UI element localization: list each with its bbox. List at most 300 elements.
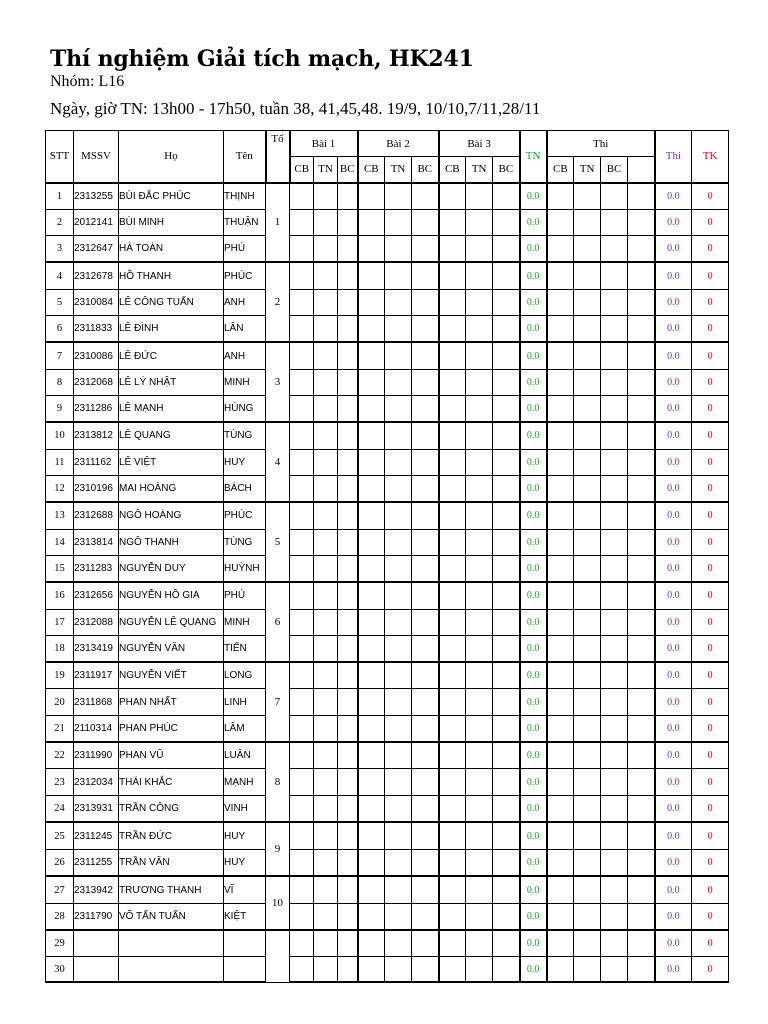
thi-extra-cell[interactable] (628, 903, 655, 930)
bai1-tn-cell[interactable] (314, 236, 338, 263)
thi-tn-cell[interactable] (574, 822, 601, 849)
bai2-bc-cell[interactable] (412, 742, 439, 769)
thi-cb-cell[interactable] (547, 662, 574, 689)
bai3-bc-cell[interactable] (493, 369, 520, 396)
bai2-tn-cell[interactable] (385, 502, 412, 529)
bai3-bc-cell[interactable] (493, 529, 520, 556)
bai2-tn-cell[interactable] (385, 930, 412, 956)
bai1-bc-cell[interactable] (338, 689, 358, 716)
bai3-cb-cell[interactable] (439, 582, 466, 609)
thi-bc-cell[interactable] (601, 930, 628, 956)
bai3-cb-cell[interactable] (439, 502, 466, 529)
thi-cb-cell[interactable] (547, 849, 574, 876)
bai2-tn-cell[interactable] (385, 183, 412, 210)
bai1-cb-cell[interactable] (290, 956, 314, 982)
bai3-cb-cell[interactable] (439, 716, 466, 743)
thi-extra-cell[interactable] (628, 502, 655, 529)
bai2-cb-cell[interactable] (358, 662, 385, 689)
bai2-bc-cell[interactable] (412, 609, 439, 636)
bai1-tn-cell[interactable] (314, 342, 338, 369)
thi-bc-cell[interactable] (601, 289, 628, 316)
bai2-bc-cell[interactable] (412, 556, 439, 583)
thi-cb-cell[interactable] (547, 822, 574, 849)
thi-bc-cell[interactable] (601, 556, 628, 583)
bai1-cb-cell[interactable] (290, 369, 314, 396)
bai1-cb-cell[interactable] (290, 689, 314, 716)
bai1-tn-cell[interactable] (314, 316, 338, 343)
thi-cb-cell[interactable] (547, 262, 574, 289)
thi-cb-cell[interactable] (547, 636, 574, 663)
bai2-bc-cell[interactable] (412, 316, 439, 343)
bai2-bc-cell[interactable] (412, 716, 439, 743)
bai3-bc-cell[interactable] (493, 262, 520, 289)
bai3-tn-cell[interactable] (466, 556, 493, 583)
bai1-tn-cell[interactable] (314, 396, 338, 423)
bai1-tn-cell[interactable] (314, 716, 338, 743)
thi-extra-cell[interactable] (628, 662, 655, 689)
bai3-bc-cell[interactable] (493, 769, 520, 796)
bai3-tn-cell[interactable] (466, 236, 493, 263)
thi-tn-cell[interactable] (574, 849, 601, 876)
bai2-tn-cell[interactable] (385, 849, 412, 876)
bai2-tn-cell[interactable] (385, 903, 412, 930)
bai2-bc-cell[interactable] (412, 876, 439, 903)
bai3-tn-cell[interactable] (466, 316, 493, 343)
bai3-bc-cell[interactable] (493, 342, 520, 369)
bai2-cb-cell[interactable] (358, 769, 385, 796)
bai2-tn-cell[interactable] (385, 716, 412, 743)
thi-tn-cell[interactable] (574, 662, 601, 689)
bai2-cb-cell[interactable] (358, 956, 385, 982)
bai2-tn-cell[interactable] (385, 236, 412, 263)
bai2-tn-cell[interactable] (385, 449, 412, 476)
thi-cb-cell[interactable] (547, 956, 574, 982)
bai3-cb-cell[interactable] (439, 636, 466, 663)
bai1-tn-cell[interactable] (314, 422, 338, 449)
bai1-cb-cell[interactable] (290, 769, 314, 796)
bai1-tn-cell[interactable] (314, 556, 338, 583)
bai3-cb-cell[interactable] (439, 796, 466, 823)
bai1-cb-cell[interactable] (290, 849, 314, 876)
bai2-bc-cell[interactable] (412, 476, 439, 503)
thi-tn-cell[interactable] (574, 236, 601, 263)
bai1-tn-cell[interactable] (314, 289, 338, 316)
bai3-bc-cell[interactable] (493, 316, 520, 343)
bai3-tn-cell[interactable] (466, 369, 493, 396)
bai2-tn-cell[interactable] (385, 342, 412, 369)
thi-extra-cell[interactable] (628, 769, 655, 796)
bai2-tn-cell[interactable] (385, 396, 412, 423)
bai1-bc-cell[interactable] (338, 876, 358, 903)
bai3-cb-cell[interactable] (439, 930, 466, 956)
thi-tn-cell[interactable] (574, 476, 601, 503)
thi-tn-cell[interactable] (574, 342, 601, 369)
thi-tn-cell[interactable] (574, 316, 601, 343)
bai2-tn-cell[interactable] (385, 369, 412, 396)
thi-extra-cell[interactable] (628, 636, 655, 663)
bai2-tn-cell[interactable] (385, 556, 412, 583)
bai2-bc-cell[interactable] (412, 636, 439, 663)
bai3-tn-cell[interactable] (466, 529, 493, 556)
thi-cb-cell[interactable] (547, 476, 574, 503)
thi-cb-cell[interactable] (547, 236, 574, 263)
bai1-cb-cell[interactable] (290, 662, 314, 689)
bai1-bc-cell[interactable] (338, 556, 358, 583)
bai2-tn-cell[interactable] (385, 689, 412, 716)
bai2-bc-cell[interactable] (412, 262, 439, 289)
thi-bc-cell[interactable] (601, 449, 628, 476)
bai1-cb-cell[interactable] (290, 342, 314, 369)
bai1-tn-cell[interactable] (314, 956, 338, 982)
thi-cb-cell[interactable] (547, 556, 574, 583)
bai3-tn-cell[interactable] (466, 422, 493, 449)
bai2-cb-cell[interactable] (358, 422, 385, 449)
bai1-cb-cell[interactable] (290, 529, 314, 556)
thi-tn-cell[interactable] (574, 422, 601, 449)
bai3-tn-cell[interactable] (466, 930, 493, 956)
bai3-bc-cell[interactable] (493, 183, 520, 210)
bai2-cb-cell[interactable] (358, 183, 385, 210)
bai2-bc-cell[interactable] (412, 369, 439, 396)
bai2-tn-cell[interactable] (385, 769, 412, 796)
bai2-tn-cell[interactable] (385, 582, 412, 609)
thi-extra-cell[interactable] (628, 609, 655, 636)
bai2-cb-cell[interactable] (358, 742, 385, 769)
bai3-tn-cell[interactable] (466, 502, 493, 529)
thi-tn-cell[interactable] (574, 262, 601, 289)
bai3-cb-cell[interactable] (439, 183, 466, 210)
bai1-bc-cell[interactable] (338, 342, 358, 369)
thi-extra-cell[interactable] (628, 236, 655, 263)
bai3-bc-cell[interactable] (493, 556, 520, 583)
bai2-bc-cell[interactable] (412, 662, 439, 689)
bai1-bc-cell[interactable] (338, 396, 358, 423)
thi-tn-cell[interactable] (574, 582, 601, 609)
bai3-bc-cell[interactable] (493, 689, 520, 716)
bai1-bc-cell[interactable] (338, 236, 358, 263)
bai2-tn-cell[interactable] (385, 209, 412, 236)
bai3-tn-cell[interactable] (466, 636, 493, 663)
bai2-tn-cell[interactable] (385, 529, 412, 556)
thi-bc-cell[interactable] (601, 662, 628, 689)
thi-bc-cell[interactable] (601, 742, 628, 769)
bai2-bc-cell[interactable] (412, 342, 439, 369)
thi-extra-cell[interactable] (628, 316, 655, 343)
thi-cb-cell[interactable] (547, 876, 574, 903)
thi-tn-cell[interactable] (574, 689, 601, 716)
bai3-cb-cell[interactable] (439, 903, 466, 930)
bai1-tn-cell[interactable] (314, 689, 338, 716)
bai1-bc-cell[interactable] (338, 716, 358, 743)
thi-cb-cell[interactable] (547, 183, 574, 210)
bai1-tn-cell[interactable] (314, 502, 338, 529)
bai3-cb-cell[interactable] (439, 476, 466, 503)
bai1-bc-cell[interactable] (338, 930, 358, 956)
bai1-cb-cell[interactable] (290, 742, 314, 769)
thi-bc-cell[interactable] (601, 422, 628, 449)
bai3-bc-cell[interactable] (493, 636, 520, 663)
thi-extra-cell[interactable] (628, 183, 655, 210)
bai2-cb-cell[interactable] (358, 209, 385, 236)
thi-bc-cell[interactable] (601, 903, 628, 930)
bai2-bc-cell[interactable] (412, 903, 439, 930)
bai2-bc-cell[interactable] (412, 236, 439, 263)
bai2-cb-cell[interactable] (358, 449, 385, 476)
thi-extra-cell[interactable] (628, 369, 655, 396)
thi-cb-cell[interactable] (547, 609, 574, 636)
bai1-bc-cell[interactable] (338, 476, 358, 503)
bai1-cb-cell[interactable] (290, 289, 314, 316)
thi-bc-cell[interactable] (601, 689, 628, 716)
bai2-cb-cell[interactable] (358, 369, 385, 396)
thi-extra-cell[interactable] (628, 342, 655, 369)
bai1-tn-cell[interactable] (314, 369, 338, 396)
bai1-cb-cell[interactable] (290, 903, 314, 930)
bai1-tn-cell[interactable] (314, 822, 338, 849)
bai3-cb-cell[interactable] (439, 742, 466, 769)
bai3-cb-cell[interactable] (439, 529, 466, 556)
bai1-bc-cell[interactable] (338, 796, 358, 823)
thi-bc-cell[interactable] (601, 396, 628, 423)
bai3-bc-cell[interactable] (493, 236, 520, 263)
thi-bc-cell[interactable] (601, 502, 628, 529)
bai1-cb-cell[interactable] (290, 636, 314, 663)
bai1-cb-cell[interactable] (290, 449, 314, 476)
bai1-bc-cell[interactable] (338, 502, 358, 529)
bai2-cb-cell[interactable] (358, 689, 385, 716)
bai3-bc-cell[interactable] (493, 476, 520, 503)
bai3-tn-cell[interactable] (466, 582, 493, 609)
bai3-tn-cell[interactable] (466, 689, 493, 716)
bai1-bc-cell[interactable] (338, 209, 358, 236)
bai3-tn-cell[interactable] (466, 476, 493, 503)
bai1-tn-cell[interactable] (314, 849, 338, 876)
bai2-cb-cell[interactable] (358, 849, 385, 876)
bai1-bc-cell[interactable] (338, 769, 358, 796)
bai2-cb-cell[interactable] (358, 529, 385, 556)
thi-bc-cell[interactable] (601, 369, 628, 396)
bai2-tn-cell[interactable] (385, 796, 412, 823)
thi-cb-cell[interactable] (547, 289, 574, 316)
thi-tn-cell[interactable] (574, 396, 601, 423)
thi-tn-cell[interactable] (574, 742, 601, 769)
bai3-bc-cell[interactable] (493, 209, 520, 236)
bai3-cb-cell[interactable] (439, 369, 466, 396)
bai2-cb-cell[interactable] (358, 396, 385, 423)
thi-cb-cell[interactable] (547, 582, 574, 609)
bai3-tn-cell[interactable] (466, 609, 493, 636)
bai3-cb-cell[interactable] (439, 262, 466, 289)
thi-tn-cell[interactable] (574, 609, 601, 636)
bai1-bc-cell[interactable] (338, 289, 358, 316)
thi-extra-cell[interactable] (628, 689, 655, 716)
bai2-bc-cell[interactable] (412, 209, 439, 236)
bai1-cb-cell[interactable] (290, 236, 314, 263)
bai2-bc-cell[interactable] (412, 689, 439, 716)
bai3-cb-cell[interactable] (439, 236, 466, 263)
bai1-tn-cell[interactable] (314, 582, 338, 609)
bai2-tn-cell[interactable] (385, 956, 412, 982)
bai1-tn-cell[interactable] (314, 903, 338, 930)
thi-tn-cell[interactable] (574, 956, 601, 982)
bai3-tn-cell[interactable] (466, 742, 493, 769)
thi-cb-cell[interactable] (547, 529, 574, 556)
thi-tn-cell[interactable] (574, 796, 601, 823)
bai3-bc-cell[interactable] (493, 903, 520, 930)
bai2-bc-cell[interactable] (412, 422, 439, 449)
bai2-cb-cell[interactable] (358, 582, 385, 609)
bai1-cb-cell[interactable] (290, 609, 314, 636)
bai2-cb-cell[interactable] (358, 636, 385, 663)
bai1-tn-cell[interactable] (314, 796, 338, 823)
bai2-cb-cell[interactable] (358, 342, 385, 369)
thi-extra-cell[interactable] (628, 956, 655, 982)
thi-extra-cell[interactable] (628, 476, 655, 503)
thi-cb-cell[interactable] (547, 716, 574, 743)
bai3-tn-cell[interactable] (466, 769, 493, 796)
bai1-bc-cell[interactable] (338, 582, 358, 609)
bai2-tn-cell[interactable] (385, 422, 412, 449)
thi-tn-cell[interactable] (574, 636, 601, 663)
bai1-tn-cell[interactable] (314, 262, 338, 289)
thi-bc-cell[interactable] (601, 236, 628, 263)
bai1-bc-cell[interactable] (338, 262, 358, 289)
thi-cb-cell[interactable] (547, 903, 574, 930)
bai3-tn-cell[interactable] (466, 822, 493, 849)
bai3-tn-cell[interactable] (466, 262, 493, 289)
bai2-tn-cell[interactable] (385, 636, 412, 663)
bai3-cb-cell[interactable] (439, 316, 466, 343)
bai1-tn-cell[interactable] (314, 529, 338, 556)
thi-tn-cell[interactable] (574, 209, 601, 236)
bai3-cb-cell[interactable] (439, 209, 466, 236)
bai2-tn-cell[interactable] (385, 742, 412, 769)
bai3-bc-cell[interactable] (493, 849, 520, 876)
thi-cb-cell[interactable] (547, 796, 574, 823)
bai3-bc-cell[interactable] (493, 449, 520, 476)
thi-extra-cell[interactable] (628, 556, 655, 583)
thi-bc-cell[interactable] (601, 796, 628, 823)
bai1-tn-cell[interactable] (314, 742, 338, 769)
bai3-bc-cell[interactable] (493, 742, 520, 769)
bai3-cb-cell[interactable] (439, 396, 466, 423)
thi-bc-cell[interactable] (601, 582, 628, 609)
bai1-cb-cell[interactable] (290, 183, 314, 210)
bai3-cb-cell[interactable] (439, 289, 466, 316)
bai3-tn-cell[interactable] (466, 449, 493, 476)
bai1-bc-cell[interactable] (338, 636, 358, 663)
thi-bc-cell[interactable] (601, 849, 628, 876)
bai1-bc-cell[interactable] (338, 316, 358, 343)
bai1-tn-cell[interactable] (314, 662, 338, 689)
bai3-tn-cell[interactable] (466, 342, 493, 369)
thi-bc-cell[interactable] (601, 876, 628, 903)
bai3-bc-cell[interactable] (493, 662, 520, 689)
thi-tn-cell[interactable] (574, 769, 601, 796)
thi-bc-cell[interactable] (601, 529, 628, 556)
bai3-tn-cell[interactable] (466, 903, 493, 930)
bai1-tn-cell[interactable] (314, 609, 338, 636)
bai2-cb-cell[interactable] (358, 822, 385, 849)
bai2-bc-cell[interactable] (412, 849, 439, 876)
bai3-tn-cell[interactable] (466, 876, 493, 903)
thi-bc-cell[interactable] (601, 716, 628, 743)
bai2-bc-cell[interactable] (412, 956, 439, 982)
bai1-bc-cell[interactable] (338, 742, 358, 769)
bai2-tn-cell[interactable] (385, 609, 412, 636)
bai1-cb-cell[interactable] (290, 209, 314, 236)
bai1-cb-cell[interactable] (290, 796, 314, 823)
bai2-cb-cell[interactable] (358, 609, 385, 636)
bai1-cb-cell[interactable] (290, 822, 314, 849)
thi-extra-cell[interactable] (628, 209, 655, 236)
thi-cb-cell[interactable] (547, 742, 574, 769)
thi-extra-cell[interactable] (628, 289, 655, 316)
bai3-bc-cell[interactable] (493, 956, 520, 982)
thi-bc-cell[interactable] (601, 476, 628, 503)
bai3-cb-cell[interactable] (439, 422, 466, 449)
bai2-bc-cell[interactable] (412, 582, 439, 609)
bai2-cb-cell[interactable] (358, 262, 385, 289)
bai3-cb-cell[interactable] (439, 609, 466, 636)
bai3-tn-cell[interactable] (466, 956, 493, 982)
bai3-bc-cell[interactable] (493, 502, 520, 529)
bai3-cb-cell[interactable] (439, 956, 466, 982)
bai1-tn-cell[interactable] (314, 183, 338, 210)
bai3-bc-cell[interactable] (493, 289, 520, 316)
bai1-bc-cell[interactable] (338, 849, 358, 876)
thi-tn-cell[interactable] (574, 876, 601, 903)
thi-bc-cell[interactable] (601, 822, 628, 849)
bai2-cb-cell[interactable] (358, 796, 385, 823)
bai1-bc-cell[interactable] (338, 609, 358, 636)
bai2-cb-cell[interactable] (358, 716, 385, 743)
bai2-bc-cell[interactable] (412, 449, 439, 476)
bai3-bc-cell[interactable] (493, 716, 520, 743)
thi-extra-cell[interactable] (628, 849, 655, 876)
bai1-cb-cell[interactable] (290, 476, 314, 503)
bai2-cb-cell[interactable] (358, 476, 385, 503)
bai3-tn-cell[interactable] (466, 849, 493, 876)
bai2-cb-cell[interactable] (358, 556, 385, 583)
thi-bc-cell[interactable] (601, 262, 628, 289)
thi-cb-cell[interactable] (547, 422, 574, 449)
thi-tn-cell[interactable] (574, 930, 601, 956)
thi-bc-cell[interactable] (601, 769, 628, 796)
bai1-cb-cell[interactable] (290, 316, 314, 343)
bai1-tn-cell[interactable] (314, 476, 338, 503)
bai3-cb-cell[interactable] (439, 876, 466, 903)
bai3-bc-cell[interactable] (493, 422, 520, 449)
bai1-tn-cell[interactable] (314, 930, 338, 956)
bai2-bc-cell[interactable] (412, 502, 439, 529)
thi-extra-cell[interactable] (628, 422, 655, 449)
bai1-cb-cell[interactable] (290, 556, 314, 583)
bai1-tn-cell[interactable] (314, 209, 338, 236)
bai1-cb-cell[interactable] (290, 876, 314, 903)
bai1-bc-cell[interactable] (338, 662, 358, 689)
thi-cb-cell[interactable] (547, 689, 574, 716)
thi-tn-cell[interactable] (574, 716, 601, 743)
thi-tn-cell[interactable] (574, 903, 601, 930)
bai1-cb-cell[interactable] (290, 502, 314, 529)
bai3-tn-cell[interactable] (466, 396, 493, 423)
thi-tn-cell[interactable] (574, 529, 601, 556)
bai1-bc-cell[interactable] (338, 903, 358, 930)
thi-extra-cell[interactable] (628, 742, 655, 769)
bai3-bc-cell[interactable] (493, 822, 520, 849)
thi-bc-cell[interactable] (601, 956, 628, 982)
